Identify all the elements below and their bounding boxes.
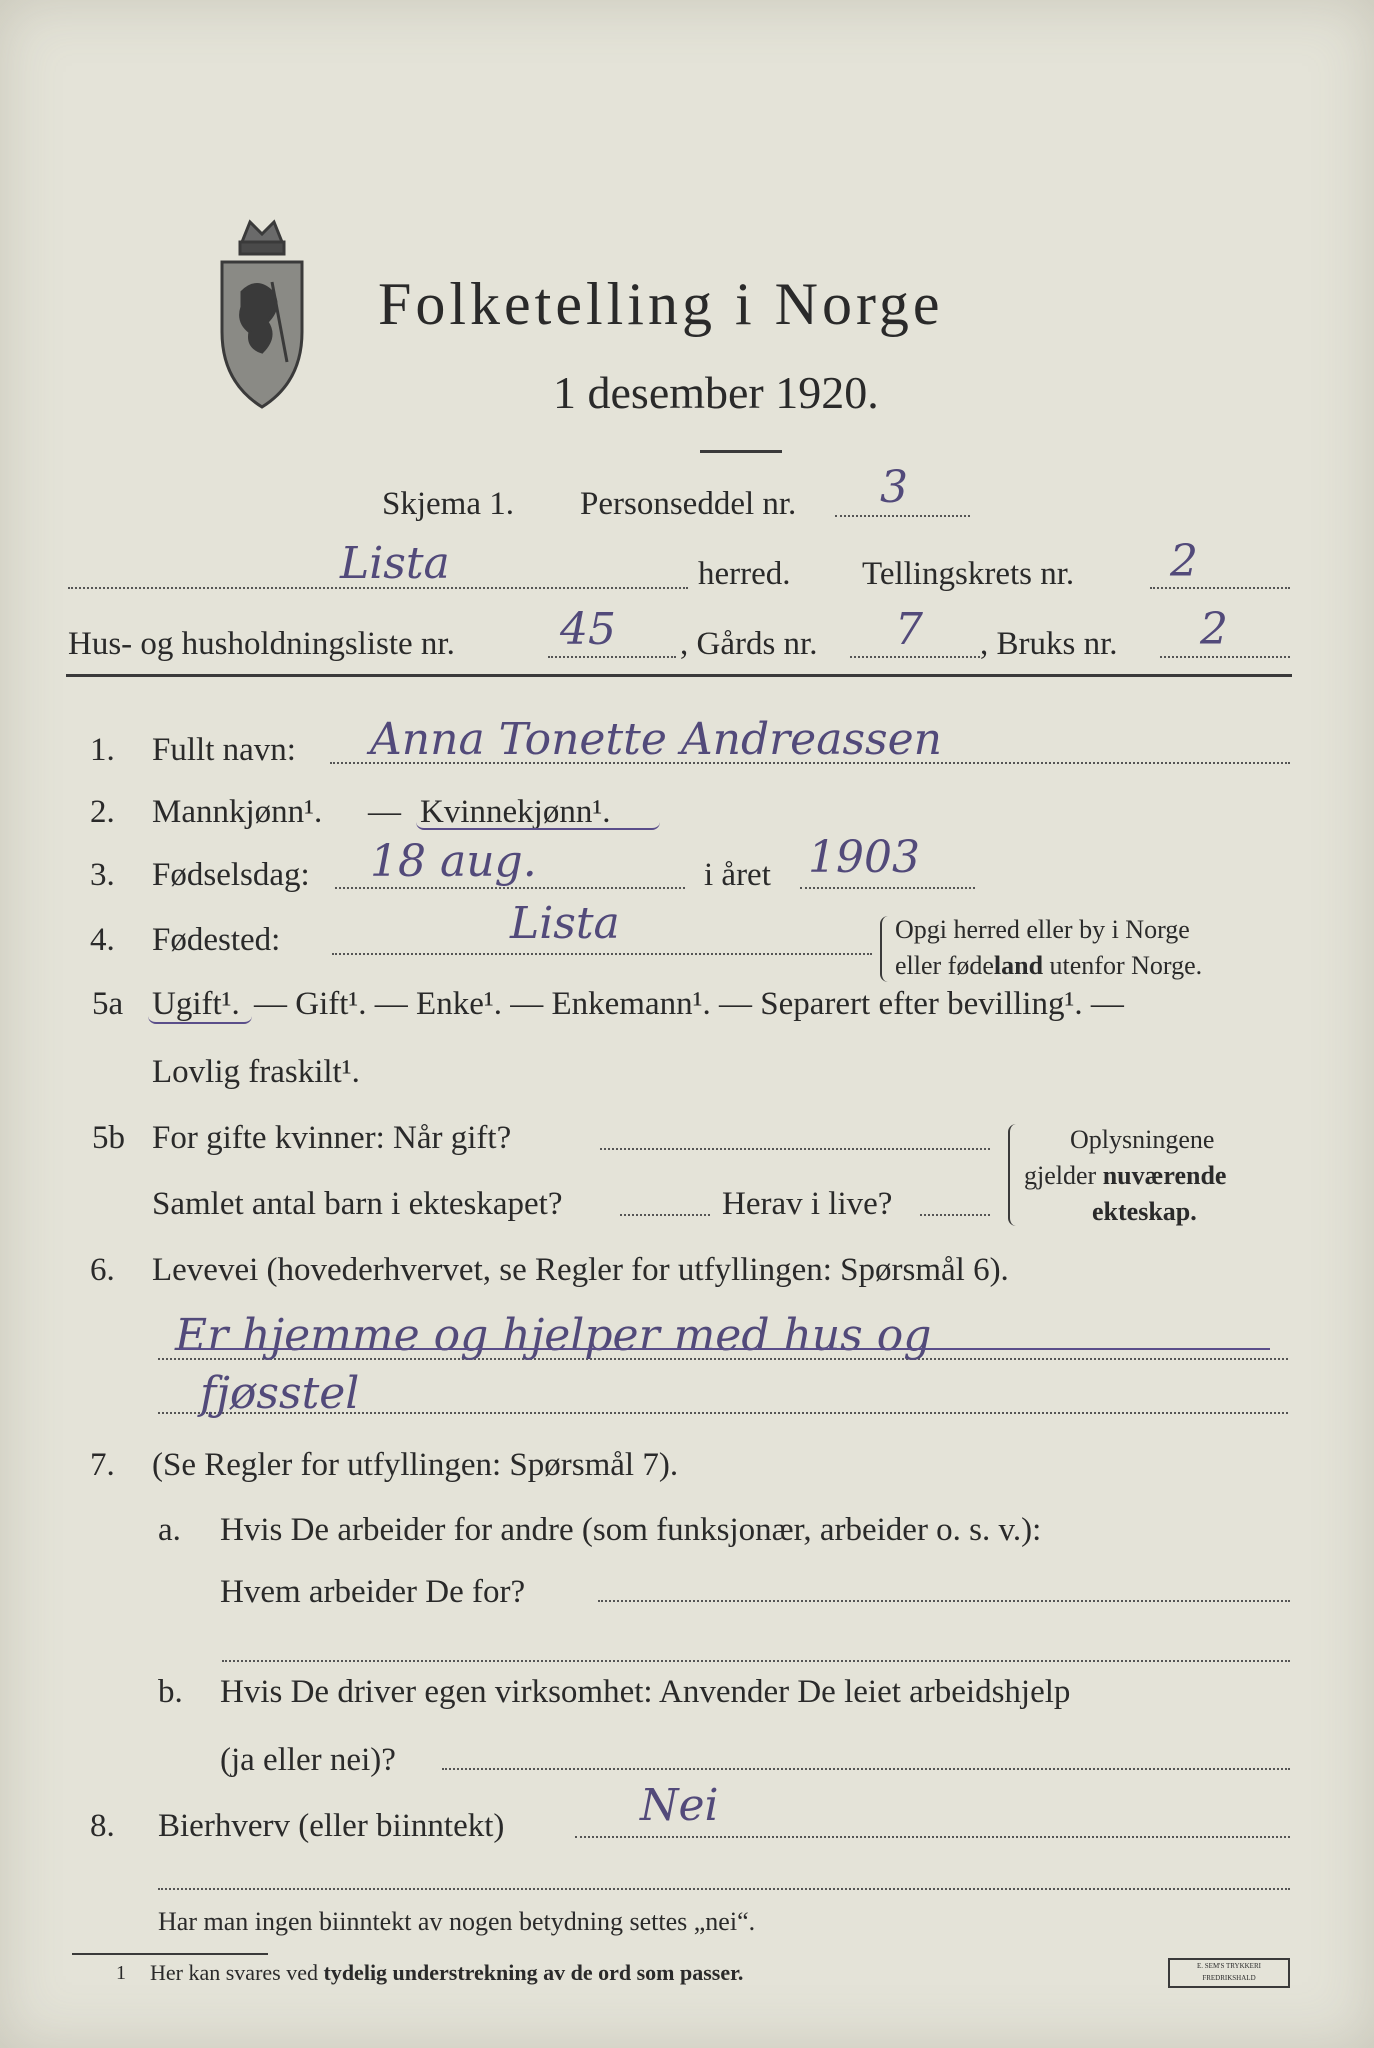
q7a-employer-label: Hvem arbeider De for?: [220, 1574, 526, 1610]
occupation-value-line2: fjøsstel: [200, 1368, 360, 1419]
side-income-value: Nei: [640, 1780, 719, 1831]
q1-label: Fullt navn:: [152, 732, 296, 768]
q5b-note-line2: gjelder nuværende: [1024, 1161, 1227, 1190]
q5b-note-bracket: [1008, 1124, 1022, 1226]
birth-year-value: 1903: [808, 832, 920, 883]
children-alive-label: Herav i live?: [722, 1186, 893, 1222]
gards-label: , Gårds nr.: [680, 626, 818, 662]
female-underline-mark: [416, 822, 660, 830]
skjema-label: Skjema 1.: [382, 486, 514, 522]
hus-value: 45: [560, 604, 616, 655]
herred-label: herred.: [698, 556, 791, 592]
q6-label: Levevei (hovederhvervet, se Regler for utfyllingen: Spørsmål 6).: [152, 1252, 1009, 1288]
hus-field[interactable]: [548, 656, 676, 658]
title-divider: [700, 450, 782, 453]
q7b-number: b.: [158, 1674, 183, 1710]
q4-label: Fødested:: [152, 922, 281, 958]
q8-number: 8.: [90, 1808, 115, 1844]
unmarried-option[interactable]: Ugift¹.: [152, 986, 240, 1022]
personseddel-label: Personseddel nr.: [580, 486, 797, 522]
birthdate-value: 18 aug.: [370, 836, 537, 887]
side-income-field[interactable]: [575, 1836, 1290, 1838]
q3-number: 3.: [90, 857, 115, 893]
q5b-married-label: For gifte kvinner: Når gift?: [152, 1120, 512, 1156]
header-rule: [66, 674, 1292, 677]
q5b-note-line3: ekteskap.: [1092, 1197, 1197, 1226]
q7b-label: Hvis De driver egen virksomhet: Anvender De leiet arbeidshjelp: [220, 1674, 1071, 1710]
q4-note-bracket: [880, 916, 892, 982]
birthplace-value: Lista: [510, 898, 620, 949]
printer-stamp: E. SEM'S TRYKKERI FREDRIKSHALD: [1168, 1958, 1290, 1988]
tellingskrets-value: 2: [1170, 536, 1198, 587]
marital-status-options[interactable]: — Gift¹. — Enke¹. — Enkemann¹. — Separert efter bevilling¹. —: [254, 986, 1124, 1022]
employer-field-line2[interactable]: [222, 1660, 1290, 1662]
gards-field[interactable]: [850, 656, 980, 658]
q6-number: 6.: [90, 1252, 115, 1288]
hired-help-field[interactable]: [442, 1768, 1290, 1770]
q3-label: Fødselsdag:: [152, 857, 310, 893]
q2-number: 2.: [90, 794, 115, 830]
hus-label: Hus- og husholdningsliste nr.: [68, 626, 455, 662]
form-subtitle: 1 desember 1920.: [553, 367, 879, 418]
employer-field[interactable]: [598, 1600, 1290, 1602]
q4-note-line2: eller fødeland utenfor Norge.: [895, 951, 1203, 980]
personseddel-value: 3: [880, 462, 908, 513]
norwegian-lion-coat-of-arms-icon: [212, 212, 312, 412]
gards-value: 7: [895, 604, 923, 655]
tellingskrets-label: Tellingskrets nr.: [862, 556, 1075, 592]
q7a-label: Hvis De arbeider for andre (som funksjonær, arbeider o. s. v.):: [220, 1512, 1042, 1548]
q1-number: 1.: [90, 732, 115, 768]
bruks-field[interactable]: [1160, 656, 1290, 658]
male-option[interactable]: Mannkjønn¹.: [152, 794, 323, 830]
herred-value: Lista: [340, 538, 450, 589]
year-label: i året: [704, 857, 771, 893]
birthplace-field[interactable]: [332, 953, 872, 955]
q5a-number: 5a: [92, 986, 124, 1022]
q7-number: 7.: [90, 1447, 115, 1483]
bruks-value: 2: [1200, 604, 1228, 655]
form-title: Folketelling i Norge: [378, 271, 944, 337]
full-name-value: Anna Tonette Andreassen: [370, 714, 942, 765]
children-total-label: Samlet antal barn i ekteskapet?: [152, 1186, 563, 1222]
q4-note-line1: Opgi herred eller by i Norge: [895, 915, 1190, 944]
divorced-option[interactable]: Lovlig fraskilt¹.: [152, 1054, 360, 1090]
q8-label: Bierhverv (eller biinntekt): [158, 1808, 505, 1844]
q7a-number: a.: [158, 1512, 181, 1548]
children-total-field[interactable]: [620, 1214, 710, 1216]
q4-number: 4.: [90, 922, 115, 958]
tellingskrets-field[interactable]: [1150, 587, 1290, 589]
q5b-number: 5b: [92, 1120, 125, 1156]
side-income-field-line2[interactable]: [158, 1888, 1290, 1890]
birth-year-field[interactable]: [800, 887, 975, 889]
female-option[interactable]: Kvinnekjønn¹.: [420, 794, 611, 830]
children-alive-field[interactable]: [920, 1214, 990, 1216]
birthdate-field[interactable]: [335, 887, 685, 889]
bruks-label: , Bruks nr.: [980, 626, 1118, 662]
occupation-value-line1: Er hjemme og hjelper med hus og: [175, 1310, 932, 1361]
q7b-yesno-label: (ja eller nei)?: [220, 1742, 396, 1778]
occupation-strike-line1: [180, 1348, 1270, 1350]
q2-separator: —: [368, 794, 401, 830]
footnote-text: Her kan svares ved tydelig understrekning av de ord som passer.: [150, 1960, 744, 1985]
q7-label: (Se Regler for utfyllingen: Spørsmål 7).: [152, 1447, 679, 1483]
personseddel-field[interactable]: [835, 515, 970, 517]
q5b-note-line1: Oplysningene: [1070, 1125, 1215, 1154]
marriage-date-field[interactable]: [600, 1148, 990, 1150]
unmarried-underline-mark: [148, 1016, 252, 1024]
q8-note: Har man ingen biinntekt av nogen betydning settes „nei“.: [158, 1907, 756, 1936]
footnote-marker: 1: [116, 1962, 126, 1984]
footnote-rule: [72, 1953, 268, 1955]
